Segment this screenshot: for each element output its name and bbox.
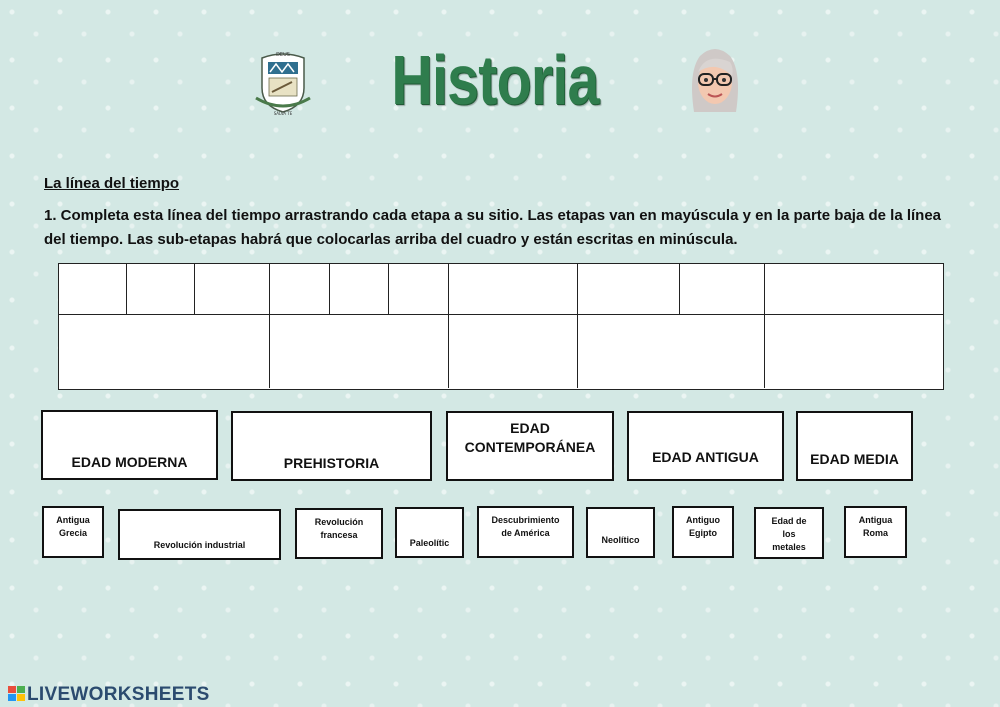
liveworksheets-icon [8, 686, 26, 702]
stage-card-edad-moderna[interactable]: EDAD MODERNA [41, 410, 218, 480]
section-heading: La línea del tiempo [44, 175, 180, 192]
timeline-grid [58, 263, 944, 390]
substage-card-paleolitic[interactable]: Paleolític [395, 507, 464, 558]
timeline-divider [59, 314, 943, 315]
crest-motto-bottom: SALVA TE [273, 111, 293, 116]
stage-card-edad-contemporanea[interactable]: EDAD CONTEMPORÁNEA [446, 411, 614, 481]
instructions-text: 1. Completa esta línea del tiempo arrastrando cada etapa a su sitio. Las etapas van en mayúscula y en la parte baja de la línea del tiempo. Las sub-etapas habrá que colocarlas arriba del cuadro y están escritas en minúscula. [44, 207, 942, 248]
substage-card-neolitico[interactable]: Neolítico [586, 507, 655, 558]
substage-card-antigua-roma[interactable]: Antigua Roma [844, 506, 907, 558]
timeline-substage-divider [194, 264, 195, 314]
timeline-stage-divider [764, 264, 765, 388]
stage-card-prehistoria[interactable]: PREHISTORIA [231, 411, 432, 481]
timeline-stage-divider [577, 264, 578, 388]
brand-name: LIVEWORKSHEETS [27, 684, 210, 705]
timeline-substage-divider [388, 264, 389, 314]
substage-card-edad-de-los-metales[interactable]: Edad de los metales [754, 507, 824, 559]
timeline-substage-divider [329, 264, 330, 314]
timeline-stage-divider [269, 314, 270, 388]
timeline-stage-divider [448, 264, 449, 388]
liveworksheets-logo[interactable] [8, 684, 210, 706]
crest-motto-top: DEUS [276, 52, 290, 58]
page-title: Historia [391, 41, 599, 119]
substage-card-antiguo-egipto[interactable]: Antiguo Egipto [672, 506, 734, 558]
timeline-substage-divider [126, 264, 127, 314]
timeline-substage-divider [269, 264, 270, 314]
school-crest-logo [252, 48, 314, 116]
substage-card-revolucion-francesa[interactable]: Revolución francesa [295, 508, 383, 559]
substage-card-antigua-grecia[interactable]: Antigua Grecia [42, 506, 104, 558]
substage-card-descubrimiento-de-america[interactable]: Descubrimiento de América [477, 506, 574, 558]
teacher-avatar [686, 42, 744, 120]
timeline-substage-divider [679, 264, 680, 314]
stage-card-edad-media[interactable]: EDAD MEDIA [796, 411, 913, 481]
stage-card-edad-antigua[interactable]: EDAD ANTIGUA [627, 411, 784, 481]
substage-card-revolucion-industrial[interactable]: Revolución industrial [118, 509, 281, 560]
